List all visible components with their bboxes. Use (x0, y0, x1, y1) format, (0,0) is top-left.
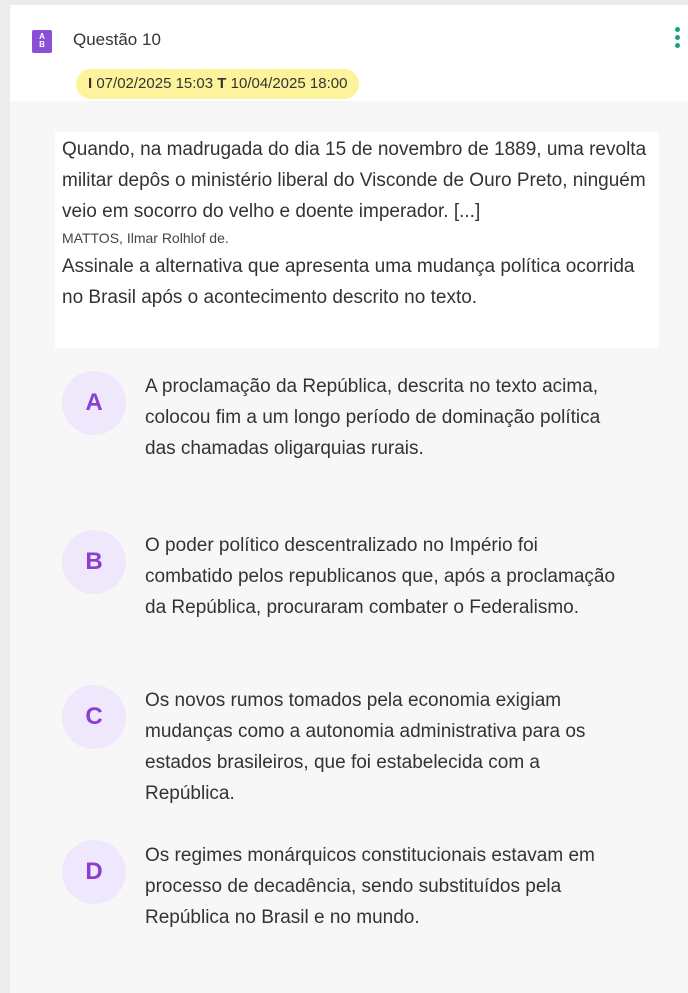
icon-letter-b: B (39, 40, 45, 49)
option-text[interactable]: Os novos rumos tomados pela economia exigiam mudanças como a autonomia administrativa para os estados brasileiros, que foi estabelecida com a República. (145, 690, 586, 804)
start-date: 07/02/2025 15:03 (96, 75, 214, 92)
option-letter-bubble[interactable]: C (62, 685, 126, 749)
stem-prompt: Assinale a alternativa que apresenta uma mudança política ocorrida no Brasil após o acontecimento descrito no texto. (62, 256, 635, 308)
stem-text: Quando, na madrugada do dia 15 de novembro de 1889, uma revolta militar depôs o ministério liberal do Visconde de Ouro Preto, ninguém veio em socorro do velho e doente imperador. [...] (62, 139, 647, 222)
date-range-badge (76, 69, 359, 99)
option-text[interactable]: O poder político descentralizado no Império foi combatido pelos republicanos que, após a proclamação da República, procuraram combater o Federalismo. (145, 535, 616, 618)
option-text[interactable]: A proclamação da República, descrita no texto acima, colocou fim a um longo período de dominação política das chamadas oligarquias rurais. (145, 376, 601, 459)
option-text[interactable]: Os regimes monárquicos constitucionais estavam em processo de decadência, sendo substituídos pela República no Brasil e no mundo. (145, 845, 595, 928)
question-stem (55, 132, 659, 348)
question-card (10, 5, 688, 993)
option-letter-bubble[interactable]: D (62, 840, 126, 904)
option-letter-bubble[interactable]: A (62, 371, 126, 435)
stem-source: MATTOS, Ilmar Rolhlof de. (62, 230, 229, 246)
end-date: 10/04/2025 18:00 (230, 75, 348, 92)
option-letter-bubble[interactable]: B (62, 530, 126, 594)
question-title: Questão 10 (73, 30, 161, 49)
ab-icon (32, 30, 52, 53)
end-marker: T (217, 75, 227, 92)
kebab-menu-icon[interactable] (673, 27, 681, 55)
icon-letter-a: A (39, 32, 45, 41)
question-header (10, 5, 688, 101)
start-marker: I (88, 75, 93, 92)
